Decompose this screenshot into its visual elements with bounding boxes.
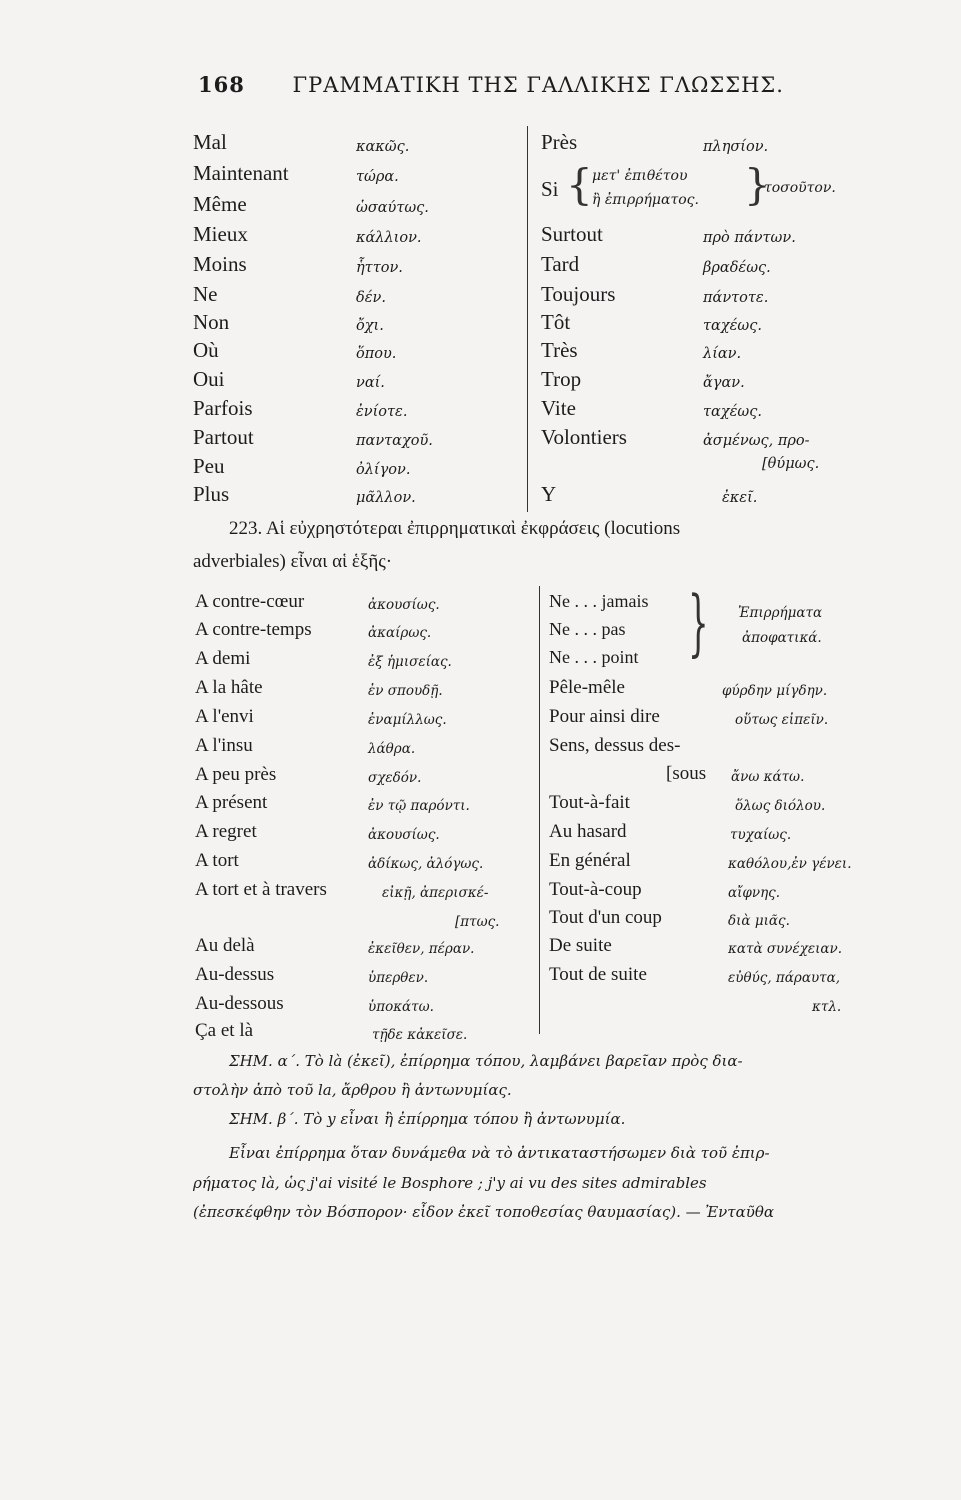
term: Parfois (193, 396, 253, 420)
term: A tort (195, 850, 239, 871)
note-paragraph-line3: (ἐπεσκέφθην τὸν Βόσπορον· εἶδον ἐκεῖ τοποθεσίας θαυμασίας). — Ἐνταῦθα (193, 1203, 775, 1221)
translation: λίαν. (703, 346, 742, 362)
term: Oui (193, 367, 225, 391)
paragraph-223-line2: adverbiales) εἶναι αἱ ἑξῆς· (193, 551, 393, 572)
paragraph-223-line1: 223. Αἱ εὐχρηστότεραι ἐπιρρηματικαὶ ἐκφράσεις (locutions (229, 518, 681, 539)
term: Tôt (541, 310, 571, 334)
term: Mieux (193, 222, 248, 246)
term: A la hâte (195, 677, 263, 698)
translation: τῇδε κἀκεῖσε. (372, 1027, 468, 1043)
translation: ἄγαν. (703, 375, 745, 391)
term: Ne (193, 282, 218, 306)
term: A demi (195, 648, 251, 669)
page-header (198, 72, 784, 97)
translation: δέν. (356, 290, 386, 306)
term: A présent (195, 792, 268, 813)
term: Volontiers (541, 425, 627, 449)
note-beta: ΣΗΜ. β΄. Τὸ y εἶναι ἢ ἐπίρρημα τόπου ἢ ἀντωνυμία. (229, 1110, 626, 1128)
translation: ὅπου. (356, 346, 397, 362)
term: Sens, dessus des- (549, 735, 681, 756)
term: Au-dessus (195, 964, 275, 985)
column-divider (527, 126, 528, 512)
translation: κακῶς. (356, 139, 410, 155)
note-paragraph-line2: ρήματος là, ὡς j'ai visité le Bosphore ; j'y ai vu des sites admirables (193, 1174, 707, 1192)
term: Ne . . . point (549, 647, 639, 667)
translation: μᾶλλον. (356, 490, 416, 506)
term: Au-dessous (195, 993, 284, 1014)
term: Maintenant (193, 161, 289, 185)
translation: πλησίον. (703, 139, 769, 155)
translation: τοσοῦτον. (764, 180, 836, 196)
translation: ἐν τῷ παρόντι. (368, 798, 470, 814)
term: Tout-à-coup (549, 879, 642, 900)
translation: ἀκαίρως. (368, 625, 432, 641)
term: Où (193, 338, 219, 362)
translation: βραδέως. (703, 260, 771, 276)
translation: ὑπερθεν. (368, 970, 429, 986)
translation: [πτως. (455, 914, 500, 930)
translation: ἀκουσίως. (368, 827, 440, 843)
translation: ἀσμένως, προ- (703, 433, 810, 449)
translation: εὐθύς, πάραυτα, (728, 970, 841, 986)
term: En général (549, 850, 631, 871)
term: A tort et à travers (195, 879, 327, 900)
translation: ἀκουσίως. (368, 597, 440, 613)
term: Y (541, 482, 557, 506)
translation: φύρδην μίγδην. (722, 683, 828, 699)
translation: πάντοτε. (703, 290, 769, 306)
term: Ne . . . jamais (549, 591, 649, 611)
translation: ἐκεῖθεν, πέραν. (368, 941, 475, 957)
term: A contre-cœur (195, 591, 305, 612)
term: Pêle-mêle (549, 677, 625, 698)
translation: ὅλως διόλου. (735, 798, 826, 814)
term: Toujours (541, 282, 616, 306)
translation: ταχέως. (703, 404, 762, 420)
translation: ἐνίοτε. (356, 404, 408, 420)
translation: ἀποφατικά. (742, 630, 822, 646)
note-paragraph-line1: Εἶναι ἐπίρρημα ὅταν δυνάμεθα νὰ τὸ ἀντικαταστήσωμεν διὰ τοῦ ἐπιρ- (229, 1144, 770, 1162)
term: A contre-temps (195, 619, 312, 640)
term: Pour ainsi dire (549, 706, 660, 727)
translation: ἐκεῖ. (722, 490, 758, 506)
term: Tout-à-fait (549, 792, 630, 813)
translation: κάλλιον. (356, 230, 422, 246)
translation: κατὰ συνέχειαν. (728, 941, 843, 957)
translation: μετ' ἐπιθέτου (592, 168, 688, 184)
column-divider (539, 586, 540, 1034)
term: Tout d'un coup (549, 907, 662, 928)
term: Peu (193, 454, 225, 478)
term: De suite (549, 935, 612, 956)
term: Au hasard (549, 821, 627, 842)
translation: σχεδόν. (368, 770, 422, 786)
page-number: 168 (198, 72, 245, 97)
translation: ὡσαύτως. (356, 200, 429, 216)
brace: } (744, 160, 771, 209)
term: Ça et là (195, 1020, 254, 1041)
term: Près (541, 130, 578, 154)
note-alpha-line1: ΣΗΜ. α΄. Τὸ là (ἐκεῖ), ἐπίρρημα τόπου, λαμβάνει βαρεῖαν πρὸς δια- (229, 1052, 743, 1070)
translation: ἐν σπουδῇ. (368, 683, 443, 699)
term: A l'envi (195, 706, 254, 727)
translation: Ἐπιρρήματα (738, 605, 823, 621)
translation: κτλ. (812, 999, 842, 1015)
term: Au delà (195, 935, 255, 956)
term: A l'insu (195, 735, 253, 756)
translation: ἧττον. (356, 260, 403, 276)
translation: ἄνω κάτω. (731, 769, 805, 785)
translation: ὑποκάτω. (368, 999, 434, 1015)
translation: λάθρα. (368, 741, 416, 757)
translation: πανταχοῦ. (356, 433, 433, 449)
term: [sous (666, 763, 707, 784)
note-alpha-line2: στολὴν ἀπὸ τοῦ la, ἄρθρου ἢ ἀντωνυμίας. (193, 1081, 512, 1099)
term: Trop (541, 367, 582, 391)
translation: διὰ μιᾶς. (728, 913, 790, 929)
term: Surtout (541, 222, 603, 246)
translation: πρὸ πάντων. (703, 230, 796, 246)
translation: τώρα. (356, 169, 399, 185)
term: A peu près (195, 764, 277, 785)
translation: [θύμως. (762, 456, 820, 472)
term: Plus (193, 482, 230, 506)
translation: ἐναμίλλως. (368, 712, 447, 728)
translation: ἀδίκως, ἀλόγως. (368, 856, 484, 872)
term: Tout de suite (549, 964, 647, 985)
brace: } (688, 580, 709, 664)
translation: οὕτως εἰπεῖν. (735, 712, 829, 728)
translation: αἴφνης. (728, 885, 781, 901)
brace: { (566, 160, 593, 209)
term: Vite (541, 396, 576, 420)
translation: ὀλίγον. (356, 462, 411, 478)
page-title: ΓΡΑΜΜΑΤΙΚΗ ΤΗΣ ΓΑΛΛΙΚΗΣ ΓΛΩΣΣΗΣ. (292, 73, 784, 97)
translation: ναί. (356, 375, 385, 391)
term: Très (541, 338, 578, 362)
term: Si (541, 177, 559, 201)
term: Partout (193, 425, 254, 449)
term: Ne . . . pas (549, 619, 626, 639)
translation: ὄχι. (356, 318, 384, 334)
term: Mal (193, 130, 227, 154)
term: Non (193, 310, 230, 334)
translation: ἢ ἐπιρρήματος. (592, 192, 699, 208)
term: Même (193, 192, 247, 216)
translation: ταχέως. (703, 318, 762, 334)
translation: ἐξ ἡμισείας. (368, 654, 452, 670)
translation: τυχαίως. (730, 827, 792, 843)
term: Tard (541, 252, 580, 276)
translation: εἰκῇ, ἀπερισκέ- (382, 885, 489, 901)
translation: καθόλου,ἐν γένει. (728, 856, 852, 872)
term: Moins (193, 252, 247, 276)
term: A regret (195, 821, 257, 842)
